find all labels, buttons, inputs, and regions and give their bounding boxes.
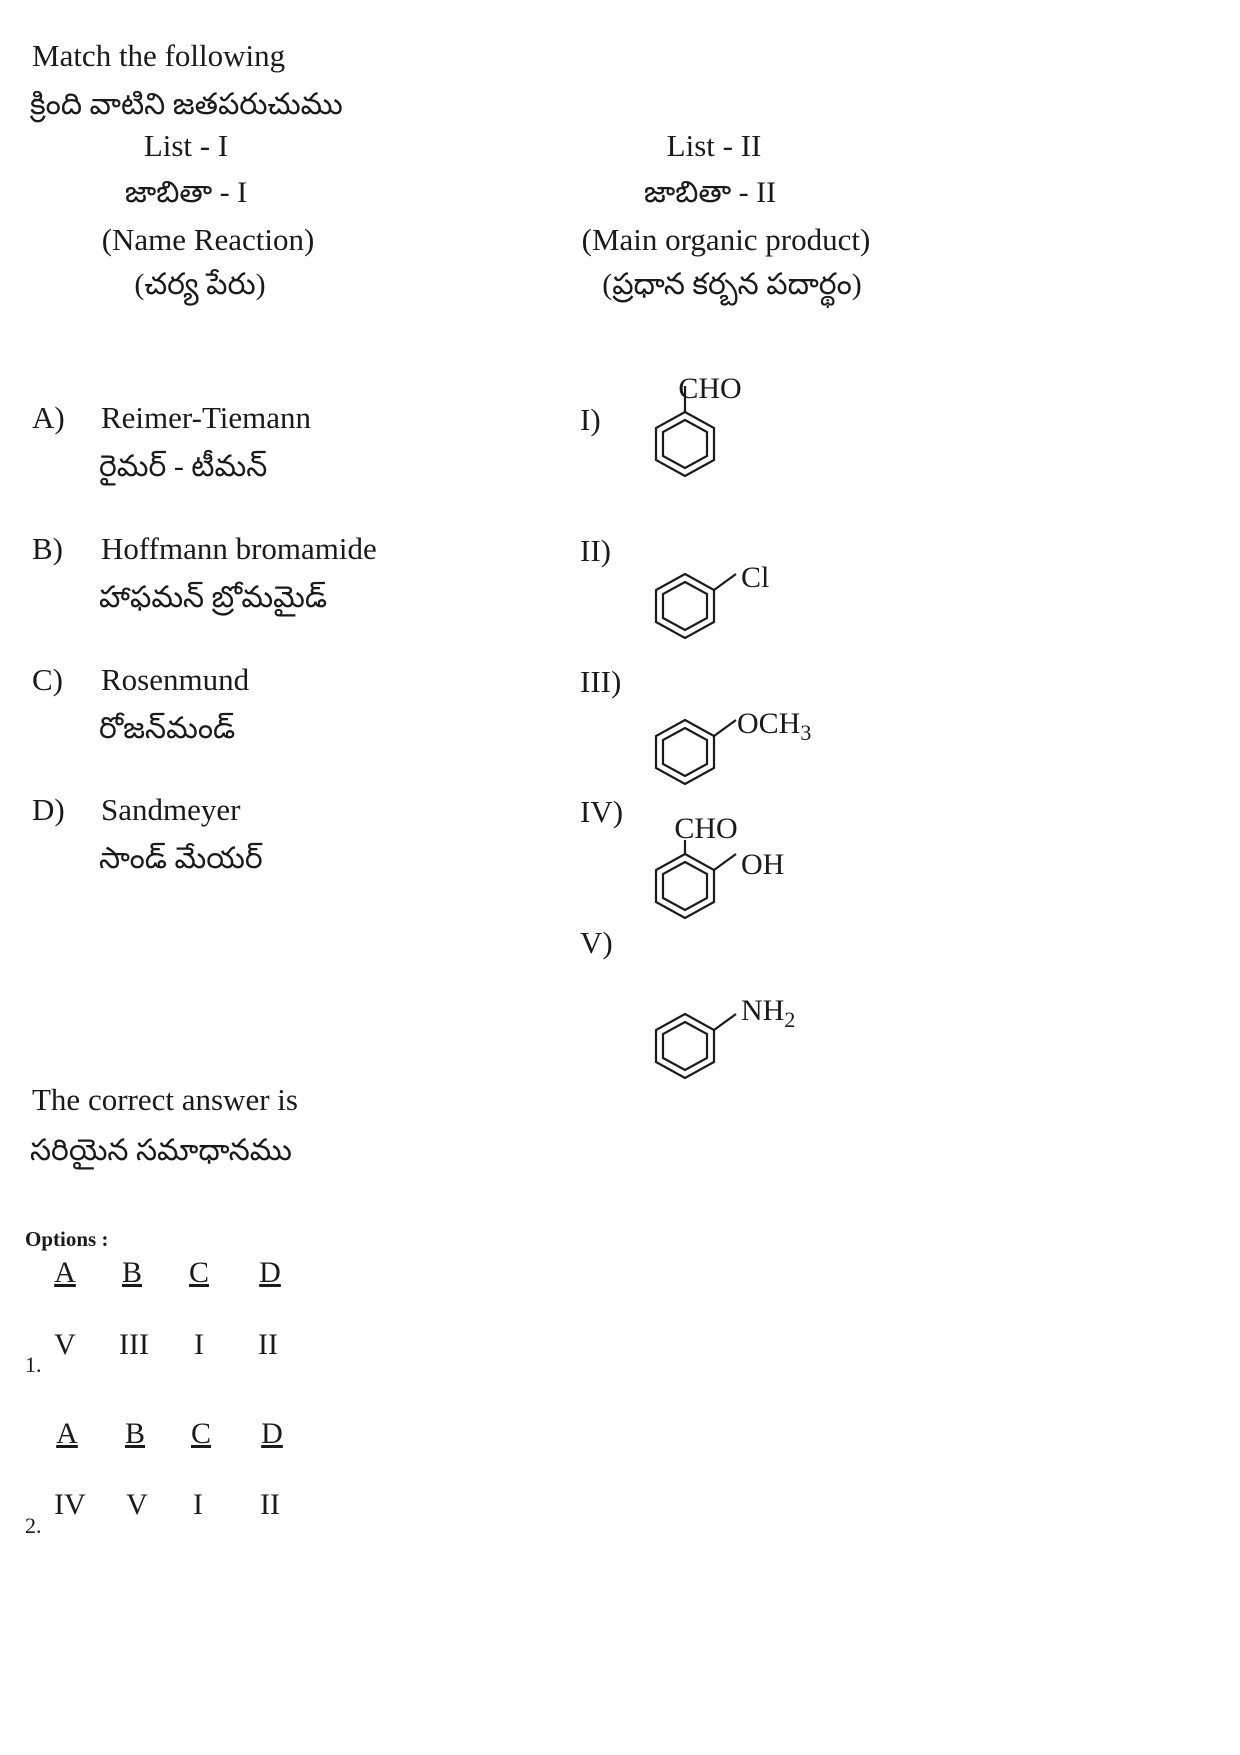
list2-description: (Main organic product) [581, 222, 871, 257]
question-title: Match the following [32, 38, 286, 73]
option-header: A [56, 1417, 78, 1450]
option-value: IV [54, 1488, 86, 1521]
option-header: A [54, 1256, 76, 1289]
substituent-formula: OCH [737, 707, 801, 740]
list1-description-telugu: (చర్య పేరు) [134, 268, 266, 301]
list1-item-name-telugu: సాండ్ మేయర్ [99, 842, 263, 875]
option-header: D [259, 1256, 281, 1289]
list2-item-substituent: CHO [674, 812, 738, 845]
option-header: C [190, 1417, 212, 1450]
option-value: V [126, 1488, 148, 1521]
list1-label-telugu: జాబితా - I [124, 176, 248, 209]
substituent-subscript: 3 [800, 720, 812, 745]
list1-item-name: Reimer-Tiemann [101, 400, 312, 435]
list1-item-name-telugu: హాఫమన్ బ్రోమమైడ్ [99, 581, 328, 614]
option-value: II [260, 1488, 280, 1521]
question-title-telugu: క్రింది వాటిని జతపరుచుము [30, 88, 343, 121]
list1-item-name: Rosenmund [101, 662, 250, 697]
option-value: V [54, 1328, 76, 1361]
list2-label: List - II [666, 128, 762, 163]
option-number: 2. [25, 1513, 42, 1538]
option-header: D [261, 1417, 283, 1450]
list1-label: List - I [143, 128, 229, 163]
list1-item-name-telugu: రైమర్ - టీమన్ [99, 450, 268, 483]
list2-label-telugu: జాబితా - II [643, 176, 777, 209]
option-number: 1. [25, 1352, 42, 1377]
list2-item-numeral: I) [580, 402, 601, 437]
list1-item-letter: C) [32, 662, 63, 697]
list1-item-name: Sandmeyer [101, 792, 241, 827]
option-value: I [194, 1328, 204, 1361]
list2-item-substituent: CHO [678, 372, 742, 405]
answer-prompt-telugu: సరియైన సమాధానము [30, 1134, 292, 1167]
list2-item-substituent-2: OH [741, 848, 785, 881]
option-header: B [121, 1256, 143, 1289]
options-label: Options : [25, 1227, 109, 1251]
list1-item-letter: B) [32, 531, 63, 566]
list2-item-substituent [737, 707, 811, 746]
list1-item-name: Hoffmann bromamide [101, 531, 377, 566]
option-value: I [193, 1488, 203, 1521]
option-value: II [258, 1328, 278, 1361]
list1-description: (Name Reaction) [101, 222, 315, 257]
list2-item-numeral: III) [580, 664, 622, 699]
list2-item-substituent: Cl [741, 561, 770, 594]
list1-item-letter: A) [32, 400, 65, 435]
list2-item-numeral: IV) [580, 794, 624, 829]
list2-item-numeral: V) [580, 925, 613, 960]
answer-prompt: The correct answer is [32, 1082, 298, 1117]
option-header: C [188, 1256, 210, 1289]
list2-item-substituent [741, 994, 795, 1033]
option-value: III [119, 1328, 149, 1361]
list1-item-name-telugu: రోజన్‌మండ్ [99, 712, 236, 745]
substituent-formula: NH [741, 994, 785, 1027]
list1-item-letter: D) [32, 792, 65, 827]
list2-item-numeral: II) [580, 533, 611, 568]
substituent-subscript: 2 [784, 1007, 796, 1032]
option-header: B [124, 1417, 146, 1450]
list2-description-telugu: (ప్రధాన కర్బన పదార్థం) [602, 268, 862, 301]
